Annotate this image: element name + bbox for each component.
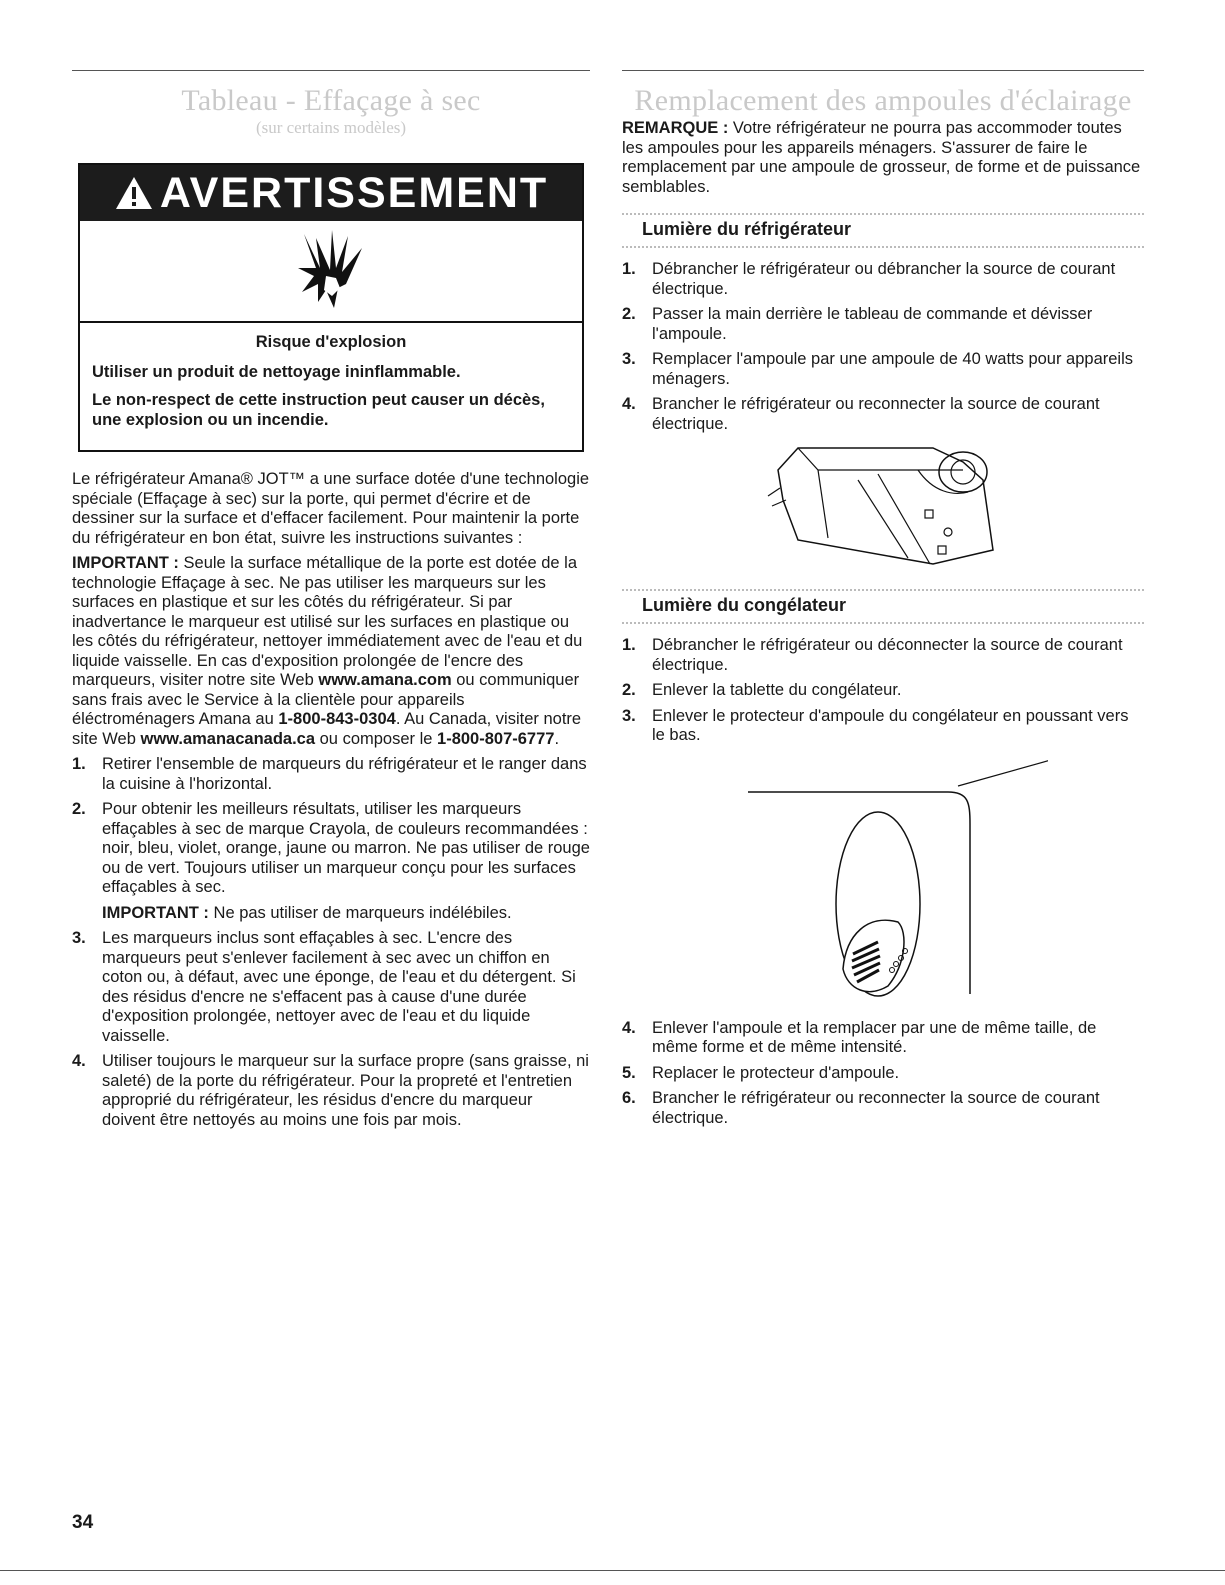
step-text: Débrancher le réfrigérateur ou débrancher la source de courant électrique.	[652, 260, 1116, 298]
phone-canada: 1-800-807-6777	[437, 729, 555, 748]
important-text-5: .	[554, 729, 560, 748]
website-link-amana[interactable]: www.amana.com	[318, 671, 452, 689]
list-item	[622, 395, 1144, 434]
step-number: 5.	[622, 1063, 636, 1082]
step-number: 1.	[622, 260, 636, 278]
fridge-steps-list	[622, 260, 1144, 434]
page-number: 34	[72, 1512, 94, 1533]
step-number: 3.	[72, 929, 86, 947]
list-item	[622, 260, 1144, 299]
important-label: IMPORTANT :	[102, 903, 209, 922]
step-number: 2.	[622, 681, 636, 699]
step-number: 2.	[622, 305, 636, 323]
section-title-dry-erase: Tableau - Effaçage à sec	[181, 84, 481, 117]
warning-pictogram	[80, 221, 582, 323]
step-text: Débrancher le réfrigérateur ou déconnecter la source de courant électrique.	[652, 636, 1123, 674]
step-number: 6.	[622, 1089, 636, 1107]
important-label: IMPORTANT :	[72, 554, 179, 572]
freezer-steps-list-b	[622, 1019, 1144, 1129]
step-text: Brancher le réfrigérateur ou reconnecter la source de courant électrique.	[652, 1089, 1100, 1127]
important-text-4: ou composer le	[315, 729, 438, 748]
left-column	[72, 70, 590, 1136]
list-item	[72, 1052, 590, 1130]
freezer-light-figure	[622, 754, 1144, 1009]
step-important-note	[102, 904, 590, 924]
important-text-1: Seule la surface métallique de la porte est dotée de la technologie Effaçage à sec. Ne pas utiliser les marqueurs sur les surfaces en plastique et sur les côtés du réfrigérateur. Si par inadvertance le marqueur est utilisé sur les surfaces en plastique ou les côtés du réfrigérateur, nettoyer immédiatement avec de l'eau et du liquide vaisselle. En cas d'exposition prolongée de l'encre des marqueurs, visiter notre site Web	[72, 554, 583, 689]
fridge-light-figure	[622, 440, 1144, 575]
list-item	[72, 929, 590, 1046]
step-text: Enlever la tablette du congélateur.	[652, 681, 902, 699]
freezer-steps-list-a	[622, 636, 1144, 746]
website-link-amana-canada[interactable]: www.amanacanada.ca	[140, 729, 316, 748]
step-text: Enlever l'ampoule et la remplacer par une de même taille, de même forme et de même intensité.	[652, 1018, 1097, 1056]
step-number: 1.	[72, 755, 86, 773]
remarque-label: REMARQUE :	[622, 119, 729, 137]
list-item	[622, 1019, 1144, 1058]
top-rule-right	[622, 70, 1144, 71]
important-paragraph	[72, 554, 590, 749]
fridge-light-title: Lumière du réfrigérateur	[622, 213, 1144, 248]
marker-steps-list	[72, 755, 590, 1130]
step-text: Les marqueurs inclus sont effaçables à sec. L'encre des marqueurs peut s'enlever facilement à sec avec un chiffon en coton ou, à défaut, avec une éponge, de l'eau et du détergent. Si des résidus d'encre ne s'effacent pas à cause d'une durée d'exposition prolongée, nettoyer avec de l'eau et du liquide vaisselle.	[102, 929, 576, 1045]
step-number: 4.	[622, 1018, 636, 1037]
step-text: Pour obtenir les meilleurs résultats, utiliser les marqueurs effaçables à sec de marque Crayola, de couleurs recommandées : noir, bleu, violet, orange, jaune ou marron. Ne pas utiliser de rouge ou de vert. Toujours utiliser un marqueur conçu pour les surfaces effaçables à sec.	[102, 800, 590, 896]
list-item	[622, 305, 1144, 344]
list-item	[622, 636, 1144, 675]
warning-body	[80, 323, 582, 450]
warning-banner-text: AVERTISSEMENT	[159, 168, 549, 217]
warning-line-1: Utiliser un produit de nettoyage ininflammable.	[92, 363, 461, 381]
warning-banner	[80, 165, 582, 221]
step-text: Brancher le réfrigérateur ou reconnecter la source de courant électrique.	[652, 395, 1100, 433]
top-rule-left	[72, 70, 590, 71]
step-text: Replacer le protecteur d'ampoule.	[652, 1063, 900, 1082]
step-number: 4.	[622, 395, 636, 413]
warning-box	[78, 163, 584, 452]
warning-risk: Risque d'explosion	[255, 333, 407, 351]
control-panel-bulb-illustration	[758, 440, 1008, 575]
step-number: 3.	[622, 350, 636, 368]
step-number: 2.	[72, 800, 86, 818]
list-item	[622, 1089, 1144, 1128]
step-text-block	[102, 800, 590, 923]
bottom-rule	[0, 1570, 1225, 1571]
phone-us: 1-800-843-0304	[278, 710, 396, 728]
step-number: 3.	[622, 706, 636, 725]
step-text: Remplacer l'ampoule par une ampoule de 40 watts pour appareils ménagers.	[652, 350, 1134, 388]
important-text-3: . Au Canada, visiter notre site Web	[72, 710, 582, 748]
list-item	[622, 707, 1144, 746]
step-number: 4.	[72, 1052, 86, 1070]
warning-triangle-icon	[114, 175, 154, 211]
step-text: Retirer l'ensemble de marqueurs du réfrigérateur et le ranger dans la cuisine à l'horizontal.	[102, 755, 587, 793]
step-text: Enlever le protecteur d'ampoule du congélateur en poussant vers le bas.	[652, 706, 1129, 744]
remarque-text: Votre réfrigérateur ne pourra pas accommoder toutes les ampoules pour les appareils ménagers. S'assurer de faire le remplacement par une ampoule de grosseur, de forme et de puissance semblables.	[622, 119, 1141, 196]
warning-line-2: Le non-respect de cette instruction peut causer un décès, une explosion ou un incendie.	[92, 391, 545, 429]
intro-paragraph: Le réfrigérateur Amana® JOT™ a une surface dotée d'une technologie spéciale (Effaçage à sec) sur la porte, qui permet d'écrire et de dessiner sur la surface et d'effacer facilement. Pour maintenir la porte du réfrigérateur en bon état, suivre les instructions suivantes :	[72, 470, 590, 547]
list-item	[622, 1064, 1144, 1084]
section-subtitle: (sur certains modèles)	[255, 118, 407, 137]
step-number: 1.	[622, 636, 636, 654]
section-title-light-bulbs: Remplacement des ampoules d'éclairage	[634, 84, 1132, 117]
right-column	[622, 70, 1144, 1134]
step-text: Utiliser toujours le marqueur sur la surface propre (sans graisse, ni saleté) de la porte du réfrigérateur. Pour la propreté et l'entretien approprié du réfrigérateur, les résidus d'encre du marqueur doivent être nettoyés au moins une fois par mois.	[102, 1052, 589, 1129]
step-text: Passer la main derrière le tableau de commande et dévisser l'ampoule.	[652, 305, 1093, 343]
freezer-bulb-cover-illustration	[718, 754, 1048, 1009]
important-note-text: Ne pas utiliser de marqueurs indélébiles.	[208, 903, 512, 922]
freezer-light-title: Lumière du congélateur	[622, 589, 1144, 624]
list-item	[72, 800, 590, 923]
remarque-paragraph	[622, 119, 1144, 197]
list-item	[622, 681, 1144, 701]
explosion-icon	[296, 228, 366, 315]
important-text-2: ou communiquer sans frais avec le Service à la clientèle pour appareils éléctroménagers Amana au	[72, 671, 580, 728]
list-item	[622, 350, 1144, 389]
list-item	[72, 755, 590, 794]
